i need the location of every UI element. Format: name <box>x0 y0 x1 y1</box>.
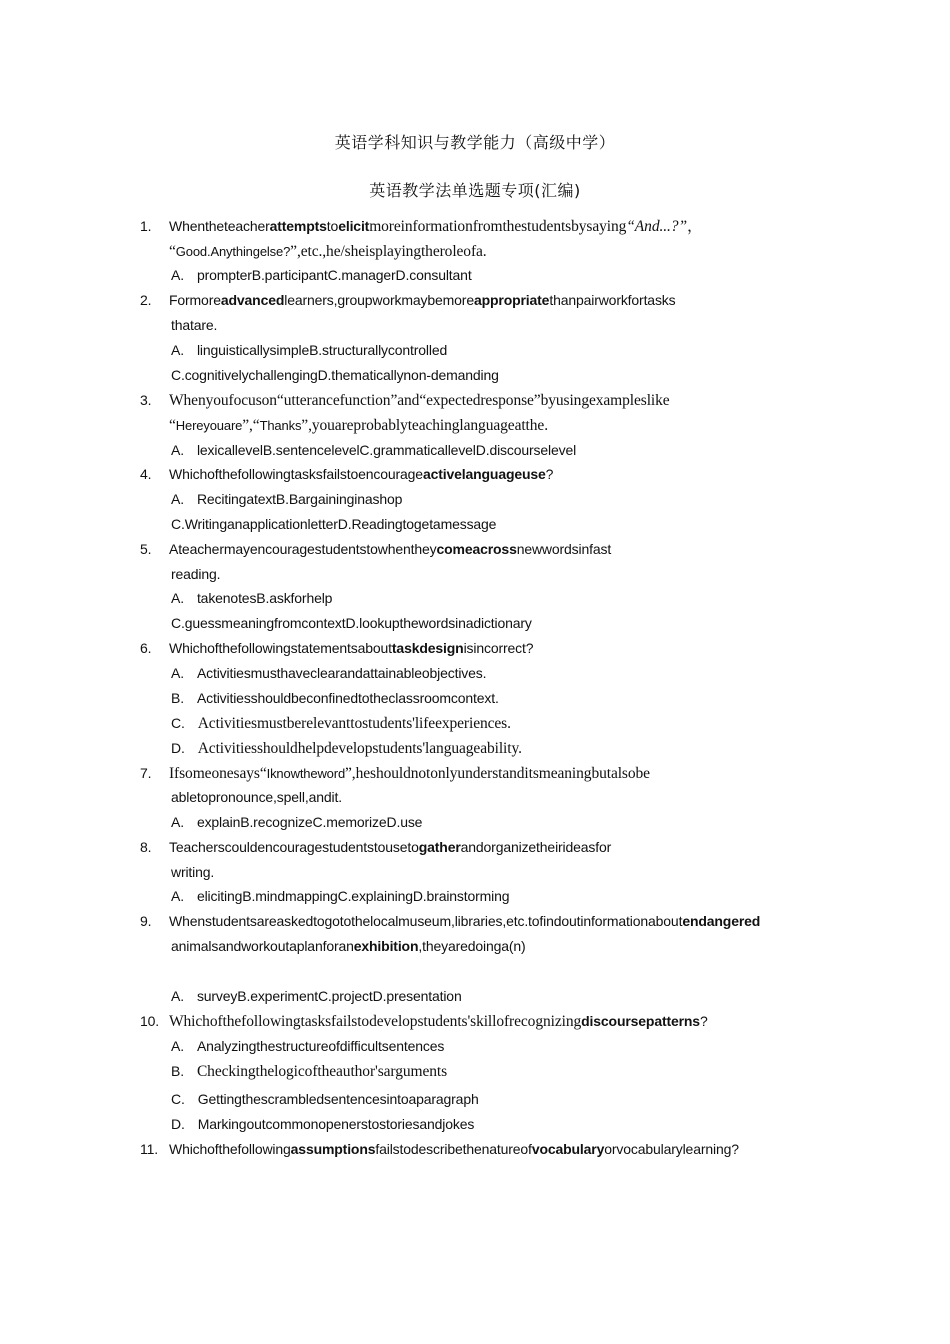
question-text: Teacherscouldencouragestudentstousetogatherandorganizetheirideasfor <box>169 839 612 855</box>
question-6-option-b: B. Activitiesshouldbeconfinedtotheclassroomcontext. <box>171 690 499 706</box>
question-7-options: A. explainB.recognizeC.memorizeD.use <box>171 814 423 830</box>
question-1-cont: “Good.Anythingelse?”,etc.,he/sheisplayingtheroleofa. <box>169 243 487 260</box>
question-number: 1. <box>140 218 152 234</box>
question-text: Whichofthefollowingstatementsabouttaskdesignisincorrect? <box>169 640 534 656</box>
question-text: Whichofthefollowingtasksfailstoencourageactivelanguageuse? <box>169 466 554 482</box>
question-5-cont: reading. <box>171 566 221 582</box>
question-2 <box>140 290 676 310</box>
question-2-cont: thatare. <box>171 317 218 333</box>
question-text: Whichofthefollowingtasksfailstodevelopstudents'skillofrecognizingdiscoursepatterns? <box>169 1013 708 1030</box>
question-number: 10. <box>140 1013 160 1029</box>
question-6-option-c: C. Activitiesmustberelevanttostudents'lifeexperiences. <box>171 715 511 732</box>
question-8-cont: writing. <box>171 864 215 880</box>
question-number: 7. <box>140 765 152 781</box>
question-6-option-d: D. Activitiesshouldhelpdevelopstudents'languageability. <box>171 740 522 757</box>
document-title: 英语学科知识与教学能力（高级中学） <box>334 133 616 152</box>
question-3 <box>140 390 670 411</box>
question-10-option-c: C. Gettingthescrambledsentencesintoaparagraph <box>171 1091 479 1107</box>
question-text: Whenyoufocuson“utterancefunction”and“expectedresponse”byusingexampleslike <box>169 392 670 409</box>
question-text: Ifsomeonesays“Iknowtheword”,heshouldnotonlyunderstanditsmeaningbutalsobe <box>169 765 650 782</box>
question-2-options: A. linguisticallysimpleB.structurallycontrolled <box>171 342 448 358</box>
question-10-option-b: B. Checkingthelogicoftheauthor'sarguments <box>171 1063 448 1080</box>
question-text: Whichofthefollowingassumptionsfailstodescribethenatureofvocabularyorvocabularylearning? <box>169 1141 739 1157</box>
question-text: Formoreadvancedlearners,groupworkmaybemoreappropriatethanpairworkfortasks <box>169 292 676 308</box>
question-7 <box>140 763 650 784</box>
question-5 <box>140 539 611 559</box>
question-3-options: A. lexicallevelB.sentencelevelC.grammaticallevelD.discourselevel <box>171 442 577 458</box>
question-10-option-a: A. Analyzingthestructureofdifficultsentences <box>171 1038 445 1054</box>
question-number: 9. <box>140 913 152 929</box>
question-3-cont: “Hereyouare”,“Thanks”,youareprobablyteachinglanguageatthe. <box>169 417 548 434</box>
question-number: 2. <box>140 292 152 308</box>
document-subtitle: 英语教学法单选题专项(汇编) <box>369 181 581 200</box>
question-4-options-2: C.WritinganapplicationletterD.Readingtogetamessage <box>171 516 497 532</box>
question-8 <box>140 837 611 857</box>
question-7-cont: abletopronounce,spell,andit. <box>171 789 342 805</box>
question-6-option-a: A. Activitiesmusthaveclearandattainableobjectives. <box>171 665 487 681</box>
question-9 <box>140 911 760 931</box>
question-6 <box>140 638 533 658</box>
question-number: 4. <box>140 466 152 482</box>
question-5-options: A. takenotesB.askforhelp <box>171 590 333 606</box>
question-4-options: A. RecitingatextB.Bargaininginashop <box>171 491 403 507</box>
question-9-cont: animalsandworkoutaplanforanexhibition,theyaredoinga(n) <box>171 938 526 954</box>
question-number: 11. <box>140 1141 158 1157</box>
question-text: Ateachermayencouragestudentstowhentheycomeacrossnewwordsinfast <box>169 541 612 557</box>
question-11 <box>140 1139 739 1159</box>
question-5-options-2: C.guessmeaningfromcontextD.lookupthewordsinadictionary <box>171 615 532 631</box>
question-10 <box>140 1011 708 1032</box>
question-number: 8. <box>140 839 152 855</box>
question-number: 5. <box>140 541 152 557</box>
question-10-option-d: D. Markingoutcommonopenerstostoriesandjokes <box>171 1116 475 1132</box>
question-4 <box>140 464 553 484</box>
question-1-options: A. prompterB.participantC.managerD.consultant <box>171 267 472 283</box>
question-number: 6. <box>140 640 152 656</box>
question-text: Whentheteacherattemptstoelicitmoreinformationfromthestudentsbysaying“And...?”， <box>169 218 703 235</box>
question-8-options: A. elicitingB.mindmappingC.explainingD.brainstorming <box>171 888 510 904</box>
question-number: 3. <box>140 392 152 408</box>
question-1 <box>140 216 702 237</box>
question-2-options-2: C.cognitivelychallengingD.thematicallynon-demanding <box>171 367 499 383</box>
question-9-options: A. surveyB.experimentC.projectD.presentation <box>171 988 462 1004</box>
question-text: Whenstudentsareaskedtogotothelocalmuseum,libraries,etc.tofindoutinformationaboutendangered <box>169 913 761 929</box>
